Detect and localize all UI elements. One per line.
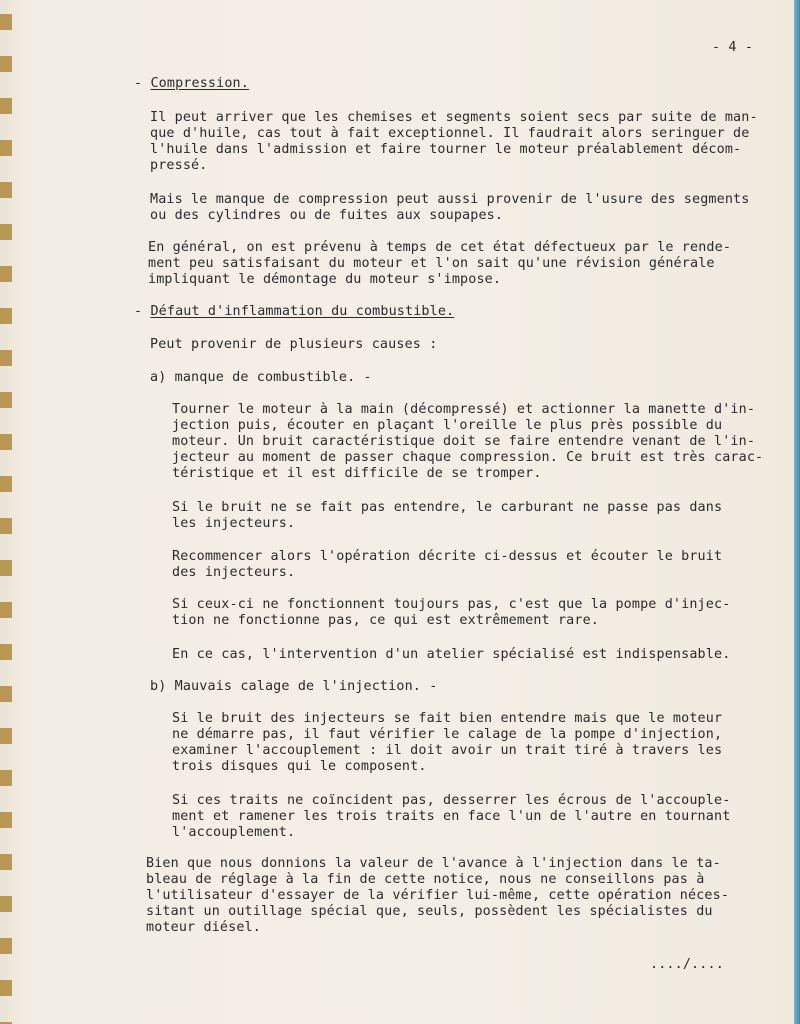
paragraph-line: Recommencer alors l'opération décrite ci-dessus et écouter le bruit (172, 549, 723, 564)
paragraph-line: Peut provenir de plusieurs causes : (150, 337, 438, 352)
paragraph-line: jecteur au moment de passer chaque compression. Ce bruit est très carac- (172, 450, 764, 465)
closing-line: moteur diésel. (146, 920, 261, 935)
item-b-title: b) Mauvais calage de l'injection. - (150, 679, 438, 694)
paragraph-line: examiner l'accouplement : il doit avoir un trait tiré à travers les (172, 743, 723, 758)
paragraph-line: impliquant le démontage du moteur s'impose. (148, 272, 502, 287)
paragraph-line: En général, on est prévenu à temps de cet état défectueux par le rende- (148, 240, 732, 255)
paragraph-line: pressé. (150, 158, 208, 173)
paragraph-line: Si ceux-ci ne fonctionnent toujours pas, c'est que la pompe d'injec- (172, 597, 731, 612)
paragraph-line: que d'huile, cas tout à fait exceptionnel. Il faudrait alors seringuer de (150, 126, 750, 141)
page-edge (794, 0, 800, 1024)
paragraph-line: des injecteurs. (172, 565, 296, 580)
paragraph-line: l'huile dans l'admission et faire tourner le moteur préalablement décom- (150, 142, 742, 157)
paragraph-line: téristique et il est difficile de se tromper. (172, 466, 542, 481)
continuation-mark: ..../.... (650, 957, 724, 972)
paragraph-line: moteur. Un bruit caractéristique doit se faire entendre venant de l'in- (172, 434, 756, 449)
paragraph-line: Tourner le moteur à la main (décompressé) et actionner la manette d'in- (172, 402, 756, 417)
paragraph-line: l'accouplement. (172, 825, 296, 840)
paragraph-line: Si le bruit ne se fait pas entendre, le carburant ne passe pas dans (172, 500, 723, 515)
closing-line: sitant un outillage spécial que, seuls, possèdent les spécialistes du (146, 904, 713, 919)
paragraph-line: ment et ramener les trois traits en face l'un de l'autre en tournant (172, 809, 731, 824)
paragraph-line: Mais le manque de compression peut aussi provenir de l'usure des segments (150, 192, 750, 207)
paragraph-line: En ce cas, l'intervention d'un atelier spécialisé est indispensable. (172, 647, 731, 662)
closing-line: l'utilisateur d'essayer de la vérifier lui-même, cette opération néces- (146, 888, 730, 903)
paragraph-line: tion ne fonctionne pas, ce qui est extrêmement rare. (172, 613, 600, 628)
paragraph-line: Si ces traits ne coïncident pas, desserrer les écrous de l'accouple- (172, 793, 731, 808)
item-a-title: a) manque de combustible. - (150, 370, 372, 385)
paragraph-line: jection puis, écouter en plaçant l'oreille le plus près possible du (172, 418, 723, 433)
paragraph-line: trois disques qui le composent. (172, 759, 427, 774)
spiral-binding (0, 0, 12, 1024)
paragraph-line: ment peu satisfaisant du moteur et l'on sait qu'une révision générale (148, 256, 715, 271)
paragraph-line: ou des cylindres ou de fuites aux soupapes. (150, 208, 504, 223)
page-number: - 4 - (712, 40, 754, 55)
paragraph-line: ne démarre pas, il faut vérifier le calage de la pompe d'injection, (172, 727, 723, 742)
section-heading-compression: - Compression. (134, 76, 249, 91)
paragraph-line: Si le bruit des injecteurs se fait bien entendre mais que le moteur (172, 711, 723, 726)
closing-line: Bien que nous donnions la valeur de l'avance à l'injection dans le ta- (146, 856, 721, 871)
paragraph-line: Il peut arriver que les chemises et segments soient secs par suite de man- (150, 110, 758, 125)
section-heading-inflammation: - Défaut d'inflammation du combustible. (134, 304, 455, 319)
closing-line: bleau de réglage à la fin de cette notice, nous ne conseillons pas à (146, 872, 705, 887)
paragraph-line: les injecteurs. (172, 516, 296, 531)
